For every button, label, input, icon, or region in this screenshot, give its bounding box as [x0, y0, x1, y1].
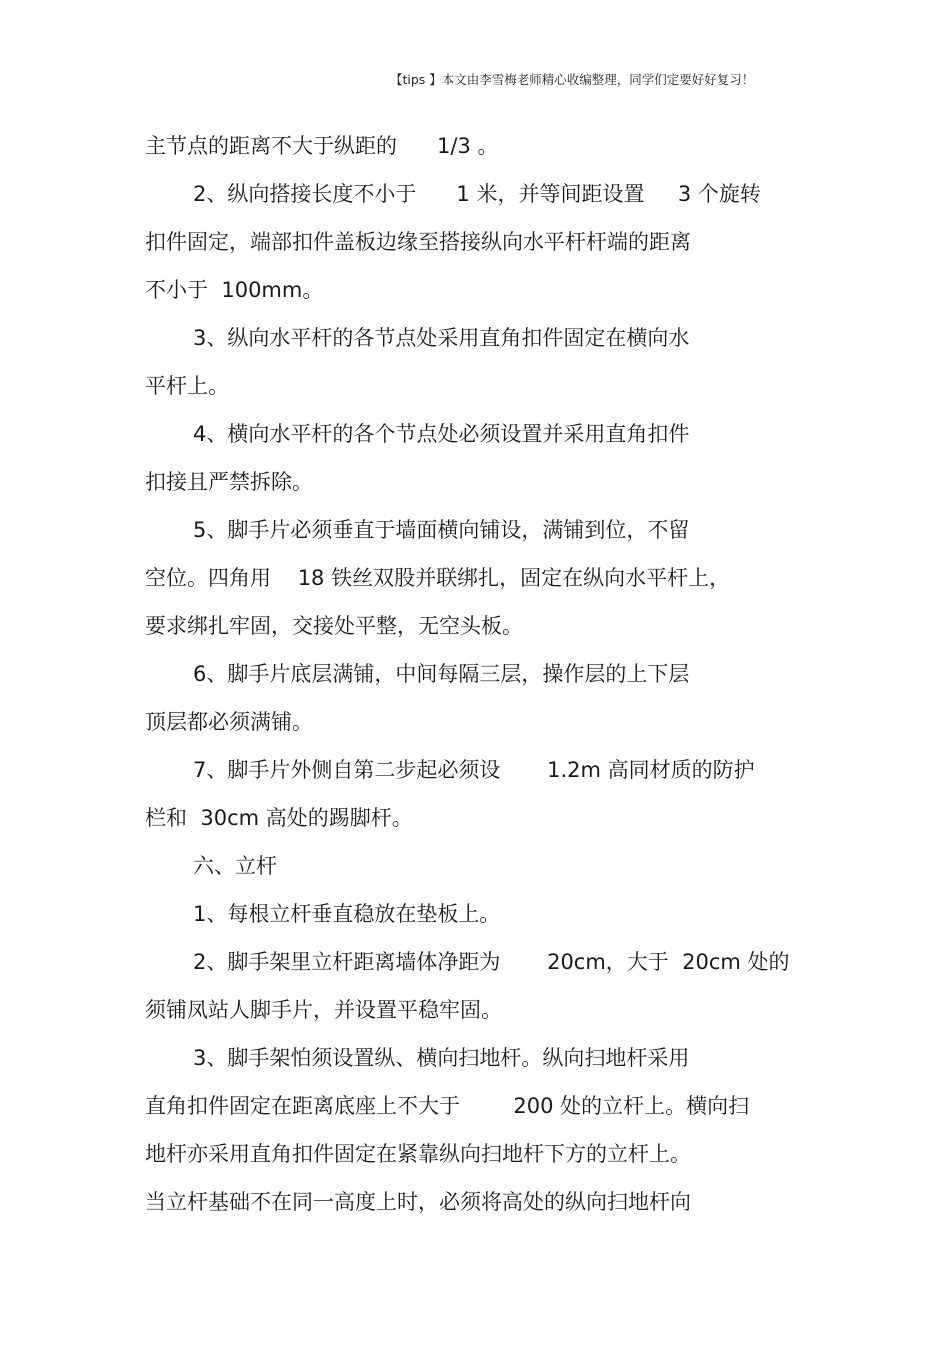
body-line: 空位。四角用 18 铁丝双股并联绑扎，固定在纵向水平杆上，: [145, 566, 731, 590]
body-line: 1、每根立杆垂直稳放在垫板上。: [193, 902, 501, 926]
body-line: 栏和 30cm 高处的踢脚杆。: [145, 806, 413, 830]
body-line: 4、横向水平杆的各个节点处必须设置并采用直角扣件: [193, 422, 690, 446]
body-line: 要求绑扎牢固，交接处平整，无空头板。: [145, 614, 523, 638]
body-line: 3、脚手架怕须设置纵、横向扫地杆。纵向扫地杆采用: [193, 1046, 690, 1070]
body-line: 扣接且严禁拆除。: [145, 470, 313, 494]
header-note: 【tips 】本文由李雪梅老师精心收编整理，同学们定要好好复习！: [390, 72, 755, 87]
body-line: 地杆亦采用直角扣件固定在紧靠纵向扫地杆下方的立杆上。: [145, 1142, 691, 1166]
body-line: 不小于 100mm。: [145, 278, 324, 302]
body-line: 7、脚手片外侧自第二步起必须设 1.2m 高同材质的防护: [193, 758, 755, 782]
section-heading: 六、立杆: [193, 854, 277, 878]
body-line: 3、纵向水平杆的各节点处采用直角扣件固定在横向水: [193, 326, 690, 350]
body-line: 2、纵向搭接长度不小于 1 米，并等间距设置 3 个旋转: [193, 182, 761, 206]
body-line: 6、脚手片底层满铺，中间每隔三层，操作层的上下层: [193, 662, 690, 686]
body-line: 平杆上。: [145, 374, 229, 398]
body-line: 扣件固定，端部扣件盖板边缘至搭接纵向水平杆杆端的距离: [145, 230, 691, 254]
body-line: 主节点的距离不大于纵距的 1/3 。: [145, 134, 499, 158]
body-line: 5、脚手片必须垂直于墙面横向铺设，满铺到位，不留: [193, 518, 690, 542]
body-line: 直角扣件固定在距离底座上不大于 200 处的立杆上。横向扫: [145, 1094, 750, 1118]
body-line: 2、脚手架里立杆距离墙体净距为 20cm，大于 20cm 处的: [193, 950, 790, 974]
body-line: 须铺凤站人脚手片，并设置平稳牢固。: [145, 998, 502, 1022]
body-line: 当立杆基础不在同一高度上时，必须将高处的纵向扫地杆向: [145, 1190, 691, 1214]
body-line: 顶层都必须满铺。: [145, 710, 313, 734]
